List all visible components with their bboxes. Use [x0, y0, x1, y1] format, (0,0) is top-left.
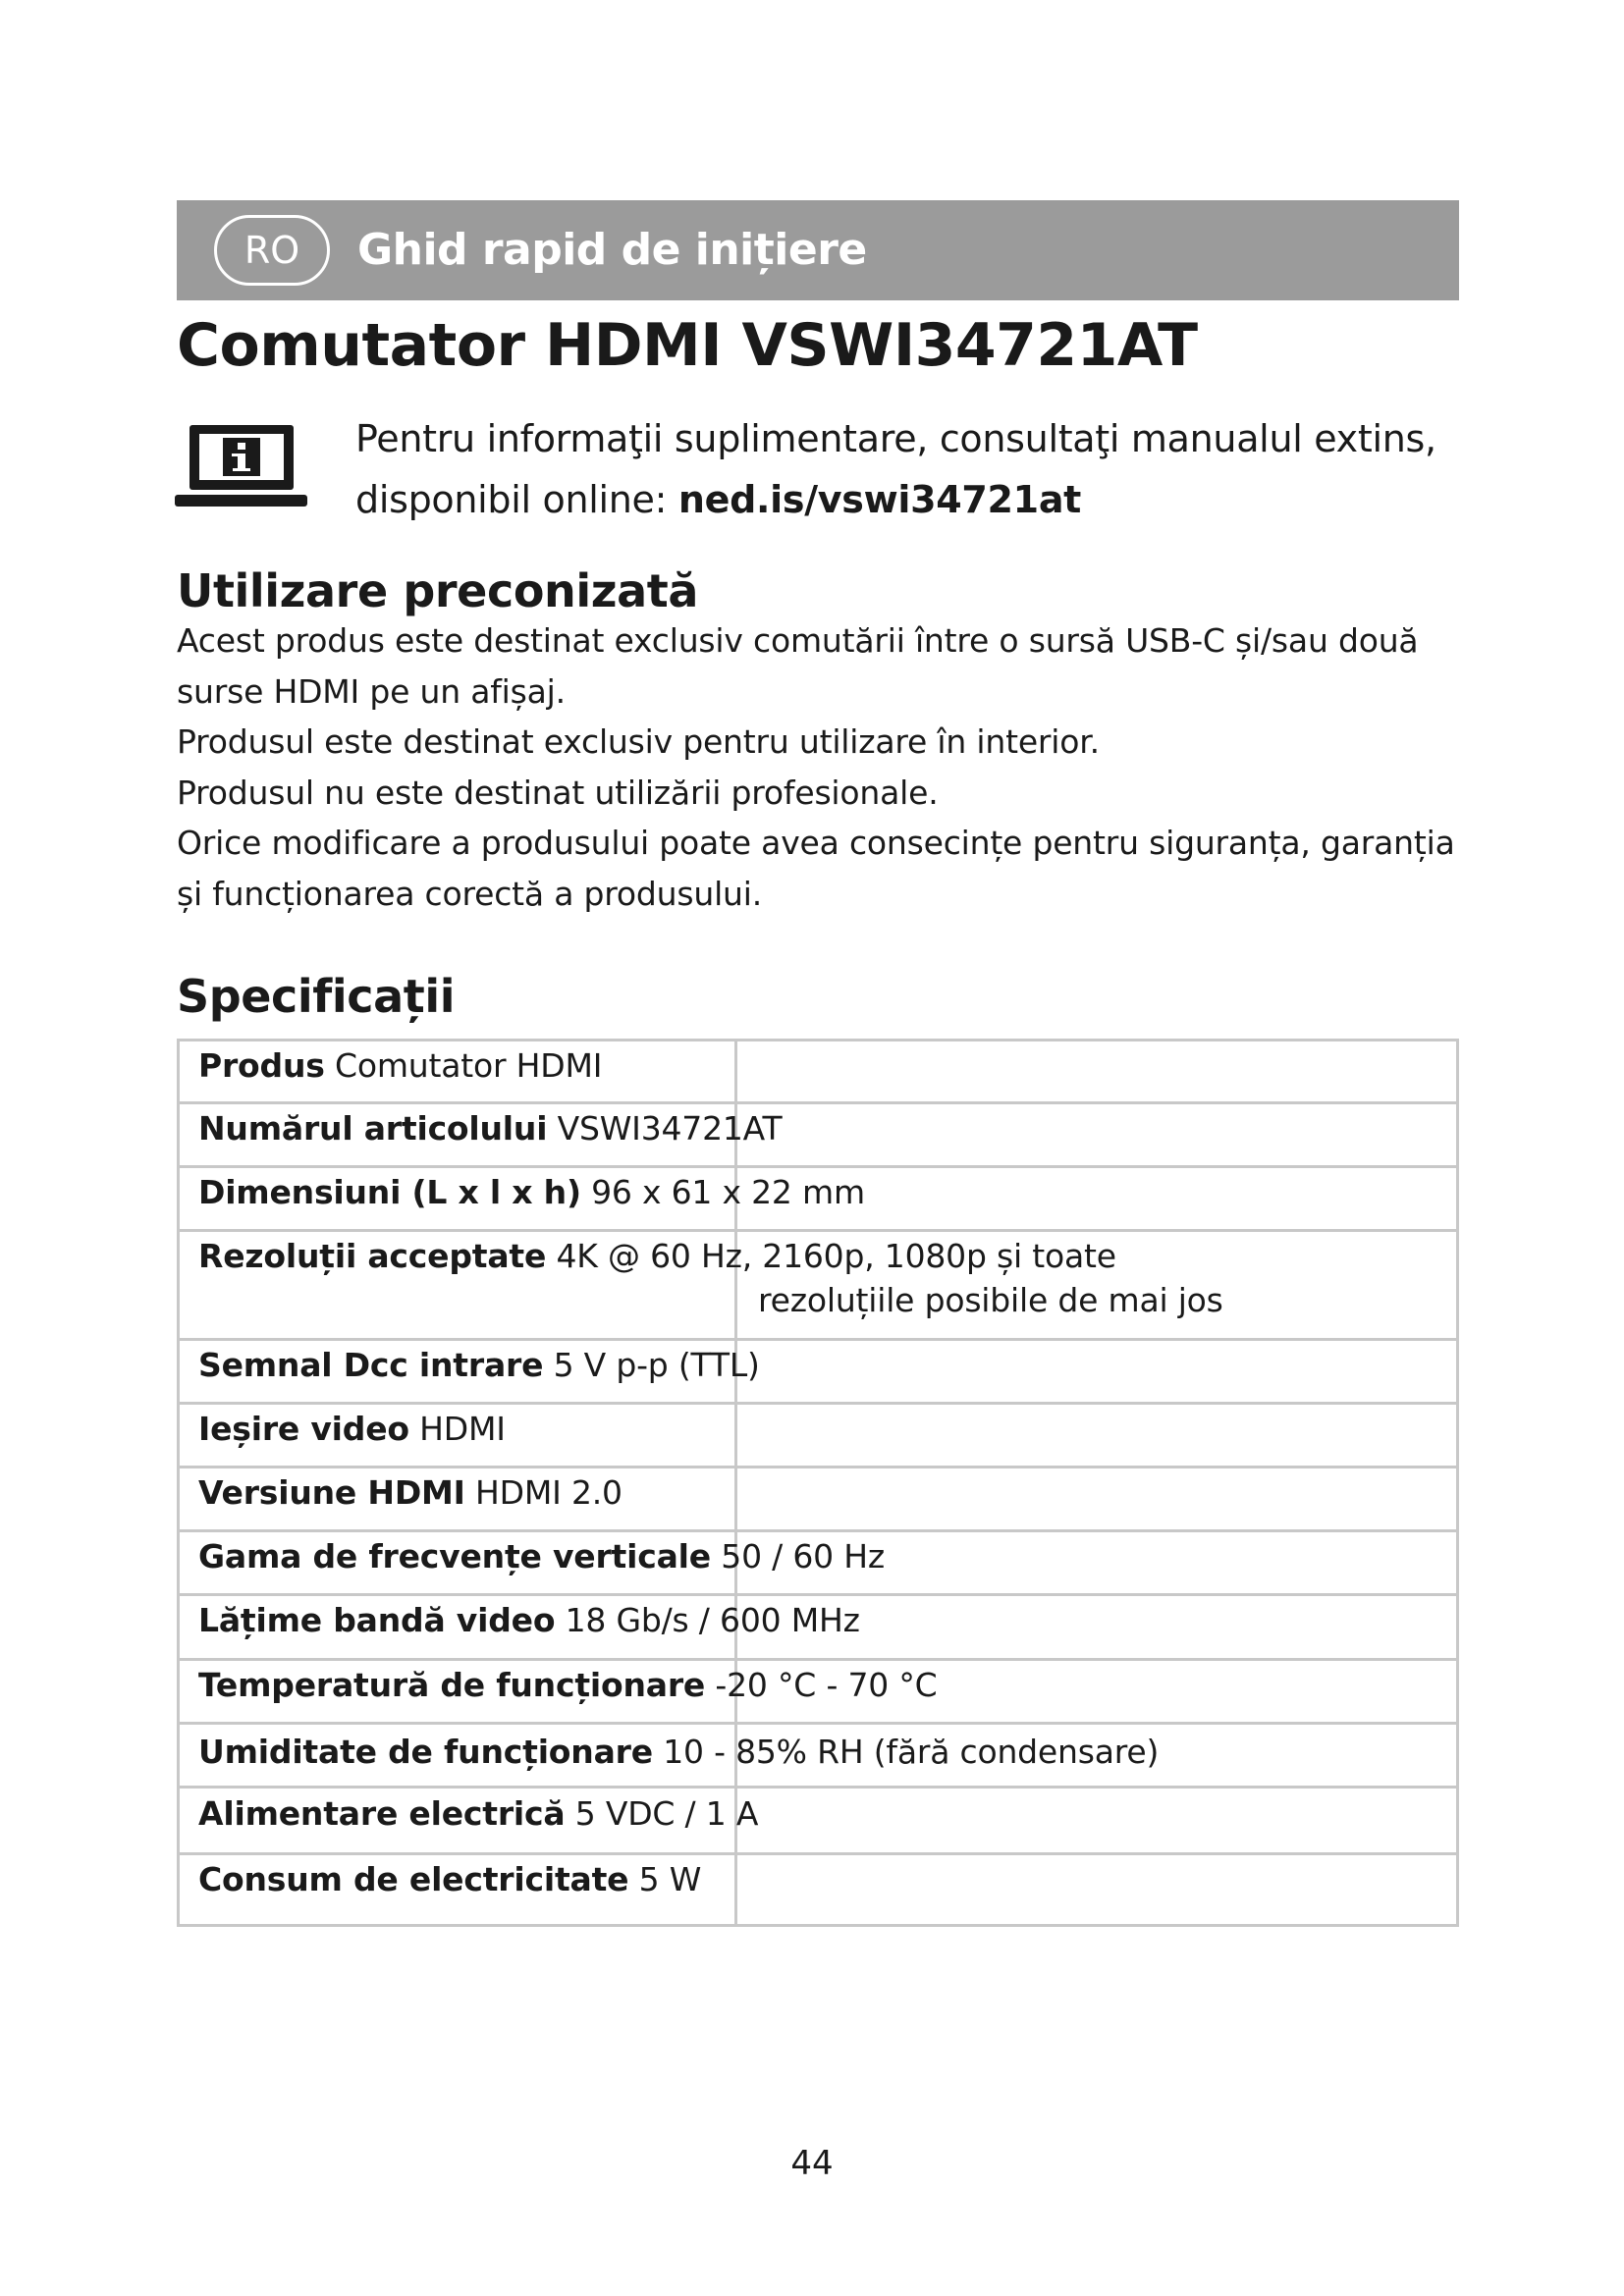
spec-row [180, 1468, 1456, 1532]
spec-row [180, 1232, 1456, 1341]
extended-manual-note [355, 408, 1459, 530]
spec-value-continued: rezoluțiile posibile de mai jos [758, 1281, 1223, 1319]
spec-value: HDMI [419, 1410, 506, 1448]
spec-row [180, 1789, 1456, 1855]
spec-row [180, 1041, 1456, 1104]
spec-value: HDMI 2.0 [475, 1473, 623, 1512]
spec-row [180, 1341, 1456, 1405]
spec-value: 5 W [638, 1860, 702, 1898]
info-line-2 [355, 469, 1459, 530]
spec-value: 18 Gb/s / 600 MHz [565, 1601, 860, 1639]
spec-label: Rezoluții acceptate [198, 1237, 547, 1275]
page-number: 44 [790, 2144, 834, 2183]
spec-label: Temperatură de funcționare [198, 1666, 706, 1704]
info-line-2-prefix: disponibil online: [355, 478, 678, 521]
intended-use-line: surse HDMI pe un afișaj. [177, 671, 566, 711]
spec-row [180, 1532, 1456, 1596]
product-title [177, 306, 1198, 385]
intended-use-heading: Utilizare preconizată [177, 564, 698, 617]
specifications-heading: Specificații [177, 970, 456, 1023]
spec-value: 50 / 60 Hz [721, 1537, 885, 1575]
spec-label: Lățime bandă video [198, 1601, 556, 1639]
spec-label: Dimensiuni (L x l x h) [198, 1173, 581, 1211]
spec-row [180, 1725, 1456, 1789]
intended-use-line: Orice modificare a produsului poate avea consecințe pentru siguranța, garanția [177, 824, 1455, 862]
spec-label: Alimentare electrică [198, 1794, 566, 1833]
spec-row [180, 1168, 1456, 1232]
language-header-band [177, 200, 1459, 300]
spec-value: Comutator HDMI [335, 1046, 603, 1085]
specifications-table [177, 1039, 1459, 1927]
product-name: Comutator HDMI [177, 311, 723, 380]
laptop-info-icon [175, 417, 307, 511]
intended-use-line: Produsul nu este destinat utilizării profesionale. [177, 773, 939, 812]
spec-label: Produs [198, 1046, 325, 1085]
spec-label: Gama de frecvențe verticale [198, 1537, 711, 1575]
spec-row [180, 1405, 1456, 1468]
intended-use-line: Produsul este destinat exclusiv pentru utilizare în interior. [177, 722, 1100, 761]
spec-value: 5 VDC / 1 A [574, 1794, 759, 1833]
spec-row [180, 1661, 1456, 1725]
intended-use-body [177, 615, 1459, 919]
spec-value: VSWI34721AT [557, 1109, 783, 1148]
spec-label: Versiune HDMI [198, 1473, 465, 1512]
spec-value: -20 °C - 70 °C [715, 1666, 938, 1704]
spec-label: Consum de electricitate [198, 1860, 629, 1898]
manual-link[interactable]: ned.is/vswi34721at [677, 478, 1082, 521]
spec-value: 96 x 61 x 22 mm [591, 1173, 865, 1211]
spec-row [180, 1596, 1456, 1661]
spec-value: 4K @ 60 Hz, 2160p, 1080p și toate [556, 1237, 1116, 1275]
spec-row [180, 1855, 1456, 1924]
spec-label: Umiditate de funcționare [198, 1733, 653, 1771]
quick-start-guide-title: Ghid rapid de inițiere [357, 225, 867, 275]
intended-use-line: și funcționarea corectă a produsului. [177, 874, 763, 913]
spec-label: Numărul articolului [198, 1109, 548, 1148]
product-model: VSWI34721AT [741, 311, 1198, 380]
intended-use-line: Acest produs este destinat exclusiv comutării între o sursă USB-C și/sau două [177, 621, 1419, 660]
spec-value: 10 - 85% RH (fără condensare) [663, 1733, 1160, 1771]
spec-value: 5 V p-p (TTL) [553, 1346, 760, 1384]
spec-row [180, 1104, 1456, 1168]
language-code-badge: RO [214, 215, 330, 286]
info-line-1: Pentru informaţii suplimentare, consultaţi manualul extins, [355, 417, 1436, 460]
spec-label: Ieșire video [198, 1410, 409, 1448]
spec-label: Semnal Dcc intrare [198, 1346, 544, 1384]
